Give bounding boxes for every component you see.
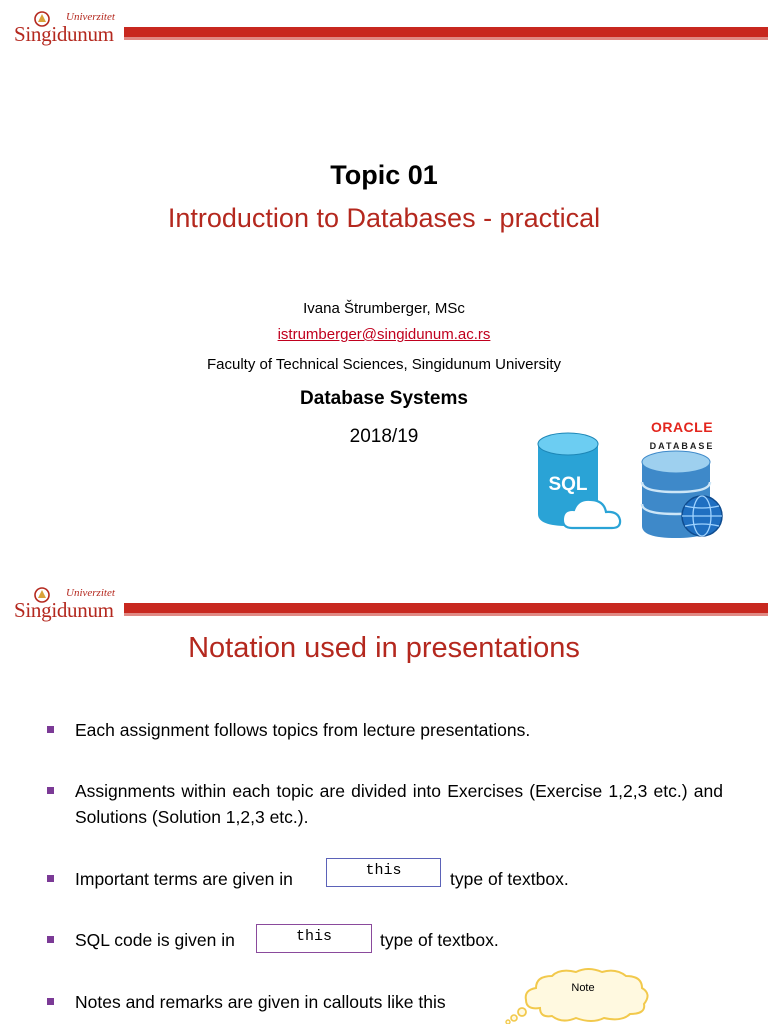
thought-cloud-callout-icon xyxy=(504,968,670,1024)
author-email-link[interactable]: istrumberger@singidunum.ac.rs xyxy=(277,326,491,343)
topic-subtitle: Introduction to Databases - practical xyxy=(167,203,601,233)
logo-univerzitet-text: Univerzitet xyxy=(66,587,115,599)
bullet-marker xyxy=(47,936,54,943)
university-logo xyxy=(14,10,119,50)
bullet-marker xyxy=(47,787,54,794)
sql-icon-label: SQL xyxy=(548,474,588,495)
author-name: Ivana Štrumberger, MSc xyxy=(303,300,465,317)
bullet-text-4-before: SQL code is given in xyxy=(75,930,235,950)
notation-slide-title: Notation used in presentations xyxy=(188,632,580,664)
notation-slide xyxy=(0,576,768,1024)
header-red-bar xyxy=(124,27,768,37)
bullet-text-2: Assignments within each topic are divided into Exercises (Exercise 1,2,3 etc.) and Solutions (Solution 1,2,3 etc.). xyxy=(75,781,723,827)
course-name: Database Systems xyxy=(300,388,468,409)
sql-code-textbox: this xyxy=(256,924,372,953)
header-red-bar xyxy=(124,603,768,613)
oracle-database-globe-icon xyxy=(636,418,728,540)
university-logo xyxy=(14,586,119,626)
bullet-text-1: Each assignment follows topics from lecture presentations. xyxy=(75,720,531,740)
bullet-text-5: Notes and remarks are given in callouts like this xyxy=(75,992,446,1012)
bullet-marker xyxy=(47,875,54,882)
bullet-marker xyxy=(47,726,54,733)
sql-cloud-database-icon xyxy=(528,430,632,535)
note-callout-label: Note xyxy=(571,982,595,994)
bullet-text-3-after: type of textbox. xyxy=(450,869,569,889)
logo-name-text: Singidunum xyxy=(14,22,114,46)
oracle-brand-text: ORACLE xyxy=(650,419,714,435)
note-callout xyxy=(504,968,670,1024)
important-term-textbox: this xyxy=(326,858,441,887)
logo-univerzitet-text: Univerzitet xyxy=(66,11,115,23)
header-red-bar-shadow xyxy=(124,37,768,40)
bullet-text-3-before: Important terms are given in xyxy=(75,869,293,889)
topic-title: Topic 01 xyxy=(330,160,438,190)
faculty-name: Faculty of Technical Sciences, Singidunum University xyxy=(206,356,562,373)
academic-year: 2018/19 xyxy=(349,426,419,447)
bullet-text-4-after: type of textbox. xyxy=(380,930,499,950)
logo-name-text: Singidunum xyxy=(14,598,114,622)
header-red-bar-shadow xyxy=(124,613,768,616)
oracle-product-text: DATABASE xyxy=(649,441,715,451)
bullet-marker xyxy=(47,998,54,1005)
